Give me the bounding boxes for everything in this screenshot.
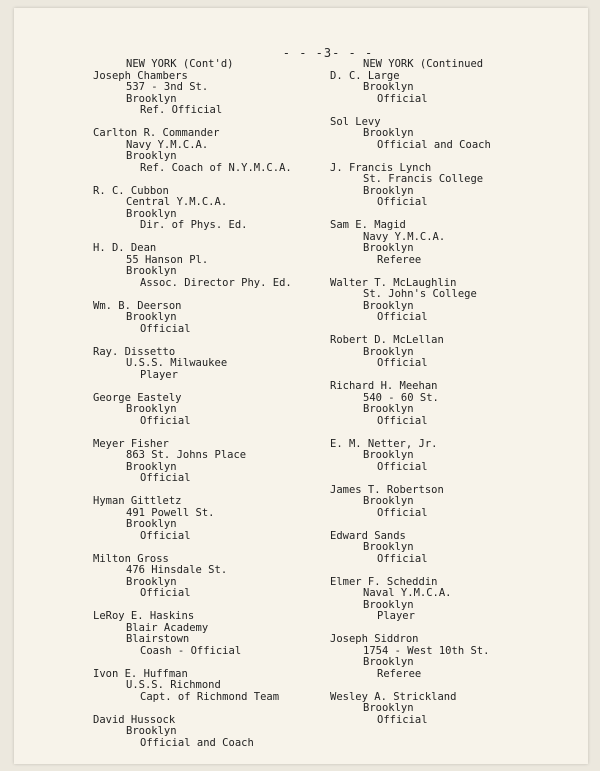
entry-name: James T. Robertson [330, 483, 444, 496]
entry-name: LeRoy E. Haskins [93, 610, 195, 622]
directory-entry [93, 347, 323, 382]
entry-detail-line: Brooklyn [363, 656, 414, 668]
entry-name: Sol Levy [330, 115, 381, 128]
entry-detail-line: Brooklyn [363, 127, 414, 139]
directory-entry [330, 220, 560, 266]
directory-entry [93, 186, 323, 232]
entry-detail-line: Referee [377, 253, 422, 266]
entry-detail-line: Official [377, 460, 428, 473]
entry-detail-line: Official [140, 414, 191, 427]
directory-entry [330, 335, 560, 370]
entry-name: Sam E. Magid [330, 219, 406, 231]
entry-detail-line: Brooklyn [126, 460, 177, 473]
right-column-header: NEW YORK (Continued [363, 58, 484, 70]
entry-detail-line: 1754 - West 10th St. [363, 644, 490, 657]
entry-name: Edward Sands [330, 529, 406, 542]
entry-detail-line: 537 - 3nd St. [126, 81, 209, 93]
directory-entry [93, 128, 323, 174]
entry-detail-line: Brooklyn [126, 150, 177, 162]
entry-name: Carlton R. Commander [93, 127, 220, 139]
entry-detail-line: Blairstown [126, 633, 190, 645]
entry-name: Robert D. McLellan [330, 334, 444, 346]
entry-name: Joseph Chambers [93, 69, 188, 82]
entry-detail-line: Brooklyn [126, 403, 177, 415]
directory-entry [93, 301, 323, 336]
directory-entry [93, 715, 323, 750]
directory-entry [330, 381, 560, 427]
entry-name: Joseph Siddron [330, 633, 419, 645]
directory-entry [330, 71, 560, 106]
entry-detail-line: Official [377, 311, 428, 323]
directory-entry [330, 439, 560, 474]
directory-entry [93, 496, 323, 542]
directory-entry [93, 554, 323, 600]
left-column-header: NEW YORK (Cont'd) [126, 58, 234, 70]
entry-detail-line: Official [140, 587, 191, 599]
entry-detail-line: Blair Academy [126, 621, 209, 634]
entry-detail-line: Brooklyn [126, 725, 177, 737]
directory-entry [330, 634, 560, 680]
entry-detail-line: Brooklyn [363, 299, 414, 312]
directory-entry [93, 243, 323, 289]
directory-entry [330, 577, 560, 623]
entry-detail-line: Official [377, 506, 428, 519]
directory-entry [330, 531, 560, 566]
entry-detail-line: Brooklyn [363, 495, 414, 507]
directory-entry [330, 692, 560, 727]
directory-entry [93, 439, 323, 485]
entry-detail-line: Brooklyn [363, 184, 414, 197]
entry-detail-line: Brooklyn [126, 265, 177, 277]
entry-detail-line: Brooklyn [126, 207, 177, 220]
page-number: - - -3- - - [282, 46, 374, 60]
entry-detail-line: Referee [377, 667, 422, 680]
entry-detail-line: Brooklyn [363, 81, 414, 93]
entry-detail-line: Official and Coach [140, 736, 254, 749]
entry-detail-line: Official [140, 472, 191, 484]
entry-name: Wm. B. Deerson [93, 299, 182, 312]
entry-detail-line: Brooklyn [126, 92, 177, 105]
entry-detail-line: Capt. of Richmond Team [140, 690, 280, 703]
entry-name: J. Francis Lynch [330, 161, 432, 174]
entry-detail-line: 863 St. Johns Place [126, 449, 247, 461]
entry-name: David Hussock [93, 713, 176, 726]
entry-detail-line: Dir. of Phys. Ed. [140, 219, 248, 231]
entry-name: H. D. Dean [93, 242, 157, 254]
entry-detail-line: Brooklyn [363, 449, 414, 461]
entry-detail-line: 491 Powell St. [126, 506, 215, 519]
entry-detail-line: Official [140, 529, 191, 542]
entry-detail-line: Brooklyn [363, 403, 414, 415]
entry-detail-line: Brooklyn [363, 242, 414, 254]
entry-detail-line: Brooklyn [363, 541, 414, 553]
entry-name: Milton Gross [93, 552, 169, 565]
entry-detail-line: U.S.S. Milwaukee [126, 357, 228, 369]
entry-name: E. M. Netter, Jr. [330, 437, 438, 450]
entry-detail-line: 55 Hanson Pl. [126, 253, 209, 266]
entry-detail-line: Official [377, 713, 428, 726]
entry-name: Elmer F. Scheddin [330, 575, 438, 588]
entry-detail-line: Assoc. Director Phy. Ed. [140, 276, 292, 289]
entry-name: Richard H. Meehan [330, 380, 438, 392]
entry-name: Ray. Dissetto [93, 345, 176, 358]
right-entry-list [330, 71, 560, 727]
entry-detail-line: Official [377, 92, 428, 105]
directory-entry [93, 669, 323, 704]
left-entry-list [93, 71, 323, 750]
document-page [14, 8, 588, 764]
directory-entry [93, 611, 323, 657]
entry-name: Hyman Gittletz [93, 495, 182, 507]
left-column [93, 59, 323, 761]
entry-detail-line: Official and Coach [377, 138, 491, 151]
entry-detail-line: St. Francis College [363, 173, 484, 185]
entry-detail-line: 476 Hinsdale St. [126, 564, 228, 576]
entry-detail-line: Official [377, 414, 428, 427]
directory-entry [93, 393, 323, 428]
entry-detail-line: Naval Y.M.C.A. [363, 587, 452, 599]
directory-entry [93, 71, 323, 117]
directory-entry [330, 163, 560, 209]
entry-detail-line: U.S.S. Richmond [126, 679, 221, 691]
entry-detail-line: Player [140, 368, 178, 381]
entry-detail-line: Coash - Official [140, 644, 242, 657]
entry-detail-line: Official [377, 552, 428, 565]
entry-name: R. C. Cubbon [93, 184, 169, 197]
directory-entry [330, 485, 560, 520]
entry-detail-line: Player [377, 610, 415, 622]
entry-detail-line: Ref. Official [140, 104, 223, 116]
entry-detail-line: Brooklyn [363, 702, 414, 714]
entry-detail-line: Official [377, 196, 428, 208]
entry-detail-line: Brooklyn [363, 598, 414, 611]
entry-detail-line: Official [140, 322, 191, 335]
entry-name: George Eastely [93, 391, 182, 404]
entry-detail-line: Ref. Coach of N.Y.M.C.A. [140, 161, 292, 174]
entry-detail-line: 540 - 60 St. [363, 391, 439, 404]
entry-detail-line: St. John's College [363, 288, 477, 300]
entry-detail-line: Navy Y.M.C.A. [363, 230, 446, 243]
entry-detail-line: Brooklyn [126, 311, 177, 323]
entry-name: Walter T. McLaughlin [330, 276, 457, 289]
directory-entry [330, 278, 560, 324]
entry-detail-line: Brooklyn [126, 575, 177, 588]
entry-detail-line: Brooklyn [126, 518, 177, 530]
entry-name: Wesley A. Strickland [330, 690, 457, 703]
entry-name: Meyer Fisher [93, 437, 169, 450]
entry-detail-line: Brooklyn [363, 345, 414, 358]
entry-detail-line: Official [377, 357, 428, 369]
entry-name: Ivon E. Huffman [93, 667, 188, 680]
entry-detail-line: Central Y.M.C.A. [126, 196, 228, 208]
entry-name: D. C. Large [330, 69, 400, 82]
entry-detail-line: Navy Y.M.C.A. [126, 138, 209, 151]
right-column [330, 59, 560, 738]
directory-entry [330, 117, 560, 152]
